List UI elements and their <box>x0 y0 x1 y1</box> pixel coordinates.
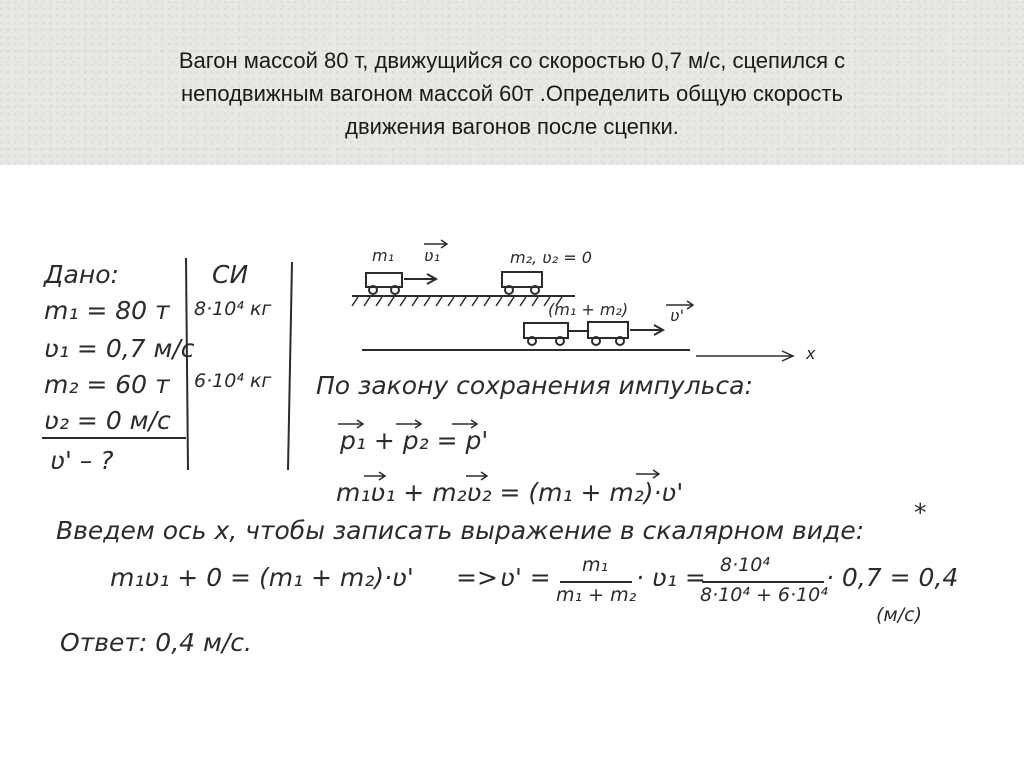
car-1-icon <box>366 273 402 294</box>
ground-hatching <box>352 297 562 306</box>
equation-vector-momentum: p₁ + p₂ = p' <box>340 426 489 455</box>
combined-cars-icon <box>524 322 628 345</box>
car-2-label: m₂, ʋ₂ = 0 <box>510 248 592 267</box>
law-title: По закону сохранения импульса: <box>316 371 753 400</box>
combined-label: (m₁ + m₂) <box>548 300 629 319</box>
x-axis-label: x <box>806 344 816 363</box>
star-mark: * <box>914 498 927 527</box>
car-1-velocity-label: ʋ₁ <box>424 246 440 265</box>
si-separator-line <box>288 262 292 470</box>
given-row-m1: m₁ = 80 т <box>44 296 170 325</box>
given-separator-line <box>186 258 188 470</box>
x-axis-arrow <box>696 351 793 361</box>
task-line-2: неподвижным вагоном массой 60т .Определить общую скорость <box>181 81 843 106</box>
result-units: (м/с) <box>876 604 923 626</box>
implies-sign: => <box>456 563 498 592</box>
car-1-velocity-arrow <box>404 274 436 284</box>
car-2-icon <box>502 272 542 294</box>
given-title: Дано: <box>44 260 119 289</box>
v-prime-lhs: ʋ' = <box>500 563 551 592</box>
task-line-1: Вагон массой 80 т, движущийся со скоростью 0,7 м/с, сцепился с <box>178 48 846 73</box>
task-line-3: движения вагонов после сцепки. <box>345 114 679 139</box>
axis-instruction: Введем ось x, чтобы записать выражение в скалярном виде: <box>56 516 865 545</box>
equation-vector-expanded: m₁ʋ₁ + m₂ʋ₂ = (m₁ + m₂)·ʋ' <box>336 478 684 507</box>
given-row-m2: m₂ = 60 т <box>44 370 170 399</box>
result-value: · 0,7 = 0,4 <box>826 563 959 592</box>
fraction-1-numerator: m₁ <box>582 554 609 576</box>
answer: Ответ: 0,4 м/с. <box>60 628 252 657</box>
si-m1: 8·10⁴ кг <box>194 298 272 320</box>
scalar-equation: m₁ʋ₁ + 0 = (m₁ + m₂)·ʋ' <box>110 563 414 592</box>
si-title: СИ <box>212 260 249 289</box>
si-m2: 6·10⁴ кг <box>194 370 272 392</box>
given-unknown: ʋ' – ? <box>50 446 114 475</box>
fraction-2-denominator: 8·10⁴ + 6·10⁴ <box>700 584 828 606</box>
combined-velocity-arrow <box>630 325 663 335</box>
fraction-2-numerator: 8·10⁴ <box>720 554 770 576</box>
fraction-1-denominator: m₁ + m₂ <box>556 584 637 606</box>
car-1-label: m₁ <box>372 246 394 265</box>
combined-velocity-label: ʋ' <box>670 306 684 325</box>
given-row-v1: ʋ₁ = 0,7 м/с <box>44 334 195 363</box>
given-row-v2: ʋ₂ = 0 м/с <box>44 406 171 435</box>
times-v1: · ʋ₁ = <box>636 563 706 592</box>
